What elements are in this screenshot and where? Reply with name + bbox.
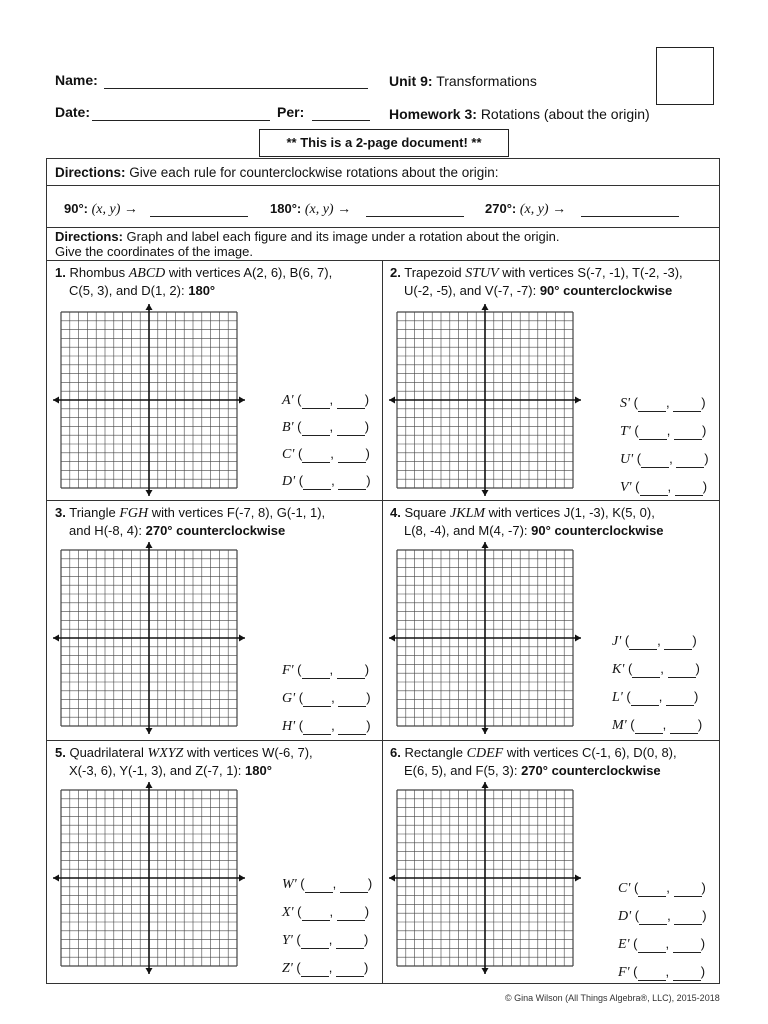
rotation: 180°	[245, 763, 272, 778]
problem-6	[390, 744, 677, 779]
answer-z-prime[interactable]: Z' ( , )	[282, 960, 369, 976]
rotation: 270° counterclockwise	[521, 763, 661, 778]
problem-text: with vertices	[488, 505, 561, 520]
divider	[46, 227, 720, 228]
rule-expr: (x, y) →	[519, 202, 567, 217]
answer-label: Z'	[282, 961, 293, 976]
vertices-line1: J(1, -3), K(5, 0),	[563, 505, 655, 520]
homework-title: Rotations (about the origin)	[480, 106, 650, 122]
answer-m-prime[interactable]: M' ( , )	[612, 717, 703, 733]
problem-text: with vertices	[168, 265, 241, 280]
answer-label: L'	[612, 690, 623, 705]
problem-5	[55, 744, 313, 779]
answer-y-prime[interactable]: Y' ( , )	[282, 932, 369, 948]
unit-label: Unit 9:	[389, 73, 433, 89]
problem-text: with vertices	[506, 745, 579, 760]
answer-label: T'	[620, 424, 631, 439]
directions-text: Give each rule for counterclockwise rotations about the origin:	[129, 165, 499, 180]
answer-label: F'	[282, 663, 294, 678]
answer-label: Y'	[282, 933, 293, 948]
figure-name: ABCD	[128, 266, 166, 281]
period-label: Per:	[277, 104, 305, 120]
problem-4	[390, 504, 664, 539]
figure-type: Trapezoid	[404, 265, 462, 280]
problem-3	[55, 504, 325, 539]
arrow-down-icon	[482, 728, 489, 734]
figure-name: CDEF	[466, 746, 504, 761]
vertices-line2: X(-3, 6), Y(-1, 3), and Z(-7, 1):	[69, 763, 242, 778]
arrow-right-icon	[575, 397, 581, 404]
answer-label: D'	[618, 909, 632, 924]
answer-label: K'	[612, 662, 625, 677]
rule-expr: (x, y) →	[304, 202, 352, 217]
directions-label: Directions:	[55, 165, 126, 180]
answer-b-prime[interactable]: B' ( , )	[282, 419, 370, 435]
answer-h-prime[interactable]: H' ( , )	[282, 718, 371, 734]
answer-label: H'	[282, 719, 296, 734]
answer-e-prime[interactable]: E' ( , )	[618, 936, 706, 952]
answer-t-prime[interactable]: T' ( , )	[620, 423, 707, 439]
rule-180	[270, 200, 351, 218]
rotation: 180°	[188, 283, 216, 298]
figure-type: Quadrilateral	[69, 745, 144, 760]
rule-90	[64, 200, 138, 218]
answer-x-prime[interactable]: X' ( , )	[282, 904, 370, 920]
vertices-line2: U(-2, -5), and V(-7, -7):	[404, 283, 537, 298]
arrow-down-icon	[146, 490, 153, 496]
coordinate-grid[interactable]	[52, 303, 246, 497]
rule-270	[485, 200, 566, 218]
arrow-down-icon	[482, 490, 489, 496]
unit-title: Transformations	[436, 73, 537, 89]
arrow-right-icon	[239, 635, 245, 642]
directions-rules	[55, 164, 498, 181]
arrow-left-icon	[389, 397, 395, 404]
period-field[interactable]	[312, 106, 370, 121]
vertices-line2: C(5, 3), and D(1, 2):	[69, 283, 185, 298]
date-label: Date:	[55, 104, 91, 120]
homework-heading	[389, 106, 650, 122]
rule-angle: 180°:	[270, 201, 302, 216]
figure-type: Rhombus	[69, 265, 126, 280]
rule-angle: 90°:	[64, 201, 88, 216]
arrow-down-icon	[146, 968, 153, 974]
rotation: 90° counterclockwise	[539, 283, 673, 298]
arrow-up-icon	[146, 304, 153, 310]
answer-label: G'	[282, 691, 296, 706]
answer-label: C'	[282, 447, 295, 462]
figure-name: WXYZ	[147, 746, 184, 761]
vertices-line2: E(6, 5), and F(5, 3):	[404, 763, 518, 778]
rule-270-answer[interactable]	[581, 202, 679, 217]
arrow-left-icon	[53, 635, 59, 642]
answer-label: D'	[282, 474, 296, 489]
rule-expr: (x, y) →	[91, 202, 138, 217]
coordinate-grid[interactable]	[52, 781, 246, 975]
coordinate-grid[interactable]	[388, 541, 582, 735]
problem-number: 1.	[55, 265, 66, 280]
problem-text: with vertices	[151, 505, 224, 520]
answer-label: F'	[618, 965, 630, 980]
answer-k-prime[interactable]: K' ( , )	[612, 661, 700, 677]
answer-s-prime[interactable]: S' ( , )	[620, 395, 706, 411]
vertices-line2: and H(-8, 4):	[69, 523, 142, 538]
problem-number: 3.	[55, 505, 66, 520]
answer-label: C'	[618, 881, 631, 896]
coordinate-grid[interactable]	[388, 303, 582, 497]
directions-graph	[55, 229, 559, 259]
answer-d-prime[interactable]: D' ( , )	[282, 473, 371, 489]
answer-u-prime[interactable]: U' ( , )	[620, 451, 709, 467]
answer-label: B'	[282, 420, 294, 435]
problem-number: 4.	[390, 505, 401, 520]
arrow-up-icon	[146, 542, 153, 548]
arrow-up-icon	[482, 782, 489, 788]
name-label: Name:	[55, 72, 98, 88]
figure-type: Triangle	[69, 505, 116, 520]
arrow-left-icon	[53, 397, 59, 404]
problem-text: with vertices	[186, 745, 259, 760]
answer-label: M'	[612, 718, 627, 733]
score-box[interactable]	[656, 47, 714, 105]
arrow-right-icon	[575, 875, 581, 882]
answer-g-prime[interactable]: G' ( , )	[282, 690, 371, 706]
arrow-right-icon	[239, 397, 245, 404]
answer-label: U'	[620, 452, 634, 467]
date-field[interactable]	[92, 106, 270, 121]
divider	[382, 260, 383, 984]
rule-angle: 270°:	[485, 201, 517, 216]
unit-heading	[389, 73, 537, 89]
arrow-right-icon	[575, 635, 581, 642]
vertices-line1: F(-7, 8), G(-1, 1),	[226, 505, 326, 520]
vertices-line2: L(8, -4), and M(4, -7):	[404, 523, 528, 538]
answer-f-prime[interactable]: F' ( , )	[282, 662, 370, 678]
rotation: 270° counterclockwise	[145, 523, 286, 538]
problem-text: with vertices	[502, 265, 574, 280]
copyright-footer: © Gina Wilson (All Things Algebra®, LLC), 2015-2018	[505, 993, 720, 1003]
arrow-down-icon	[482, 968, 489, 974]
answer-label: W'	[282, 877, 297, 892]
divider	[46, 185, 720, 186]
rotation: 90° counterclockwise	[531, 523, 664, 538]
answer-label: A'	[282, 393, 294, 408]
answer-j-prime[interactable]: J' ( , )	[612, 633, 697, 649]
answer-label: J'	[612, 634, 622, 649]
vertices-line1: W(-6, 7),	[262, 745, 313, 760]
answer-c-prime[interactable]: C' ( , )	[618, 880, 706, 896]
problem-2	[390, 264, 683, 299]
answer-d-prime[interactable]: D' ( , )	[618, 908, 707, 924]
arrow-down-icon	[146, 728, 153, 734]
arrow-left-icon	[53, 875, 59, 882]
directions-label: Directions:	[55, 229, 123, 244]
answer-label: X'	[282, 905, 294, 920]
directions-line: Give the coordinates of the image.	[55, 244, 254, 259]
arrow-up-icon	[482, 542, 489, 548]
problem-1	[55, 264, 332, 299]
arrow-up-icon	[482, 304, 489, 310]
figure-type: Square	[404, 505, 447, 520]
problem-number: 5.	[55, 745, 66, 760]
coordinate-grid[interactable]	[52, 541, 246, 735]
directions-line: Graph and label each figure and its image under a rotation about the origin.	[126, 229, 560, 244]
divider	[46, 260, 720, 261]
figure-name: STUV	[465, 266, 499, 281]
arrow-left-icon	[389, 635, 395, 642]
problem-number: 6.	[390, 745, 401, 760]
divider	[46, 740, 720, 741]
figure-type: Rectangle	[404, 745, 464, 760]
answer-f-prime[interactable]: F' ( , )	[618, 964, 706, 980]
vertices-line1: C(-1, 6), D(0, 8),	[581, 745, 677, 760]
name-field[interactable]	[104, 74, 368, 89]
rule-180-answer[interactable]	[366, 202, 464, 217]
homework-label: Homework 3:	[389, 106, 477, 122]
vertices-line1: A(2, 6), B(6, 7),	[243, 265, 333, 280]
vertices-line1: S(-7, -1), T(-2, -3),	[577, 265, 683, 280]
answer-l-prime[interactable]: L' ( , )	[612, 689, 699, 705]
rule-90-answer[interactable]	[150, 202, 248, 217]
answer-c-prime[interactable]: C' ( , )	[282, 446, 370, 462]
problem-number: 2.	[390, 265, 401, 280]
answer-v-prime[interactable]: V' ( , )	[620, 479, 708, 495]
figure-name: JKLM	[450, 506, 486, 521]
coordinate-grid[interactable]	[388, 781, 582, 975]
answer-label: S'	[620, 396, 630, 411]
answer-w-prime[interactable]: W' ( , )	[282, 876, 373, 892]
arrow-right-icon	[239, 875, 245, 882]
answer-label: V'	[620, 480, 632, 495]
two-page-banner: ** This is a 2-page document! **	[259, 129, 509, 157]
arrow-up-icon	[146, 782, 153, 788]
answer-label: E'	[618, 937, 630, 952]
divider	[46, 500, 720, 501]
arrow-left-icon	[389, 875, 395, 882]
figure-name: FGH	[119, 506, 149, 521]
answer-a-prime[interactable]: A' ( , )	[282, 392, 370, 408]
